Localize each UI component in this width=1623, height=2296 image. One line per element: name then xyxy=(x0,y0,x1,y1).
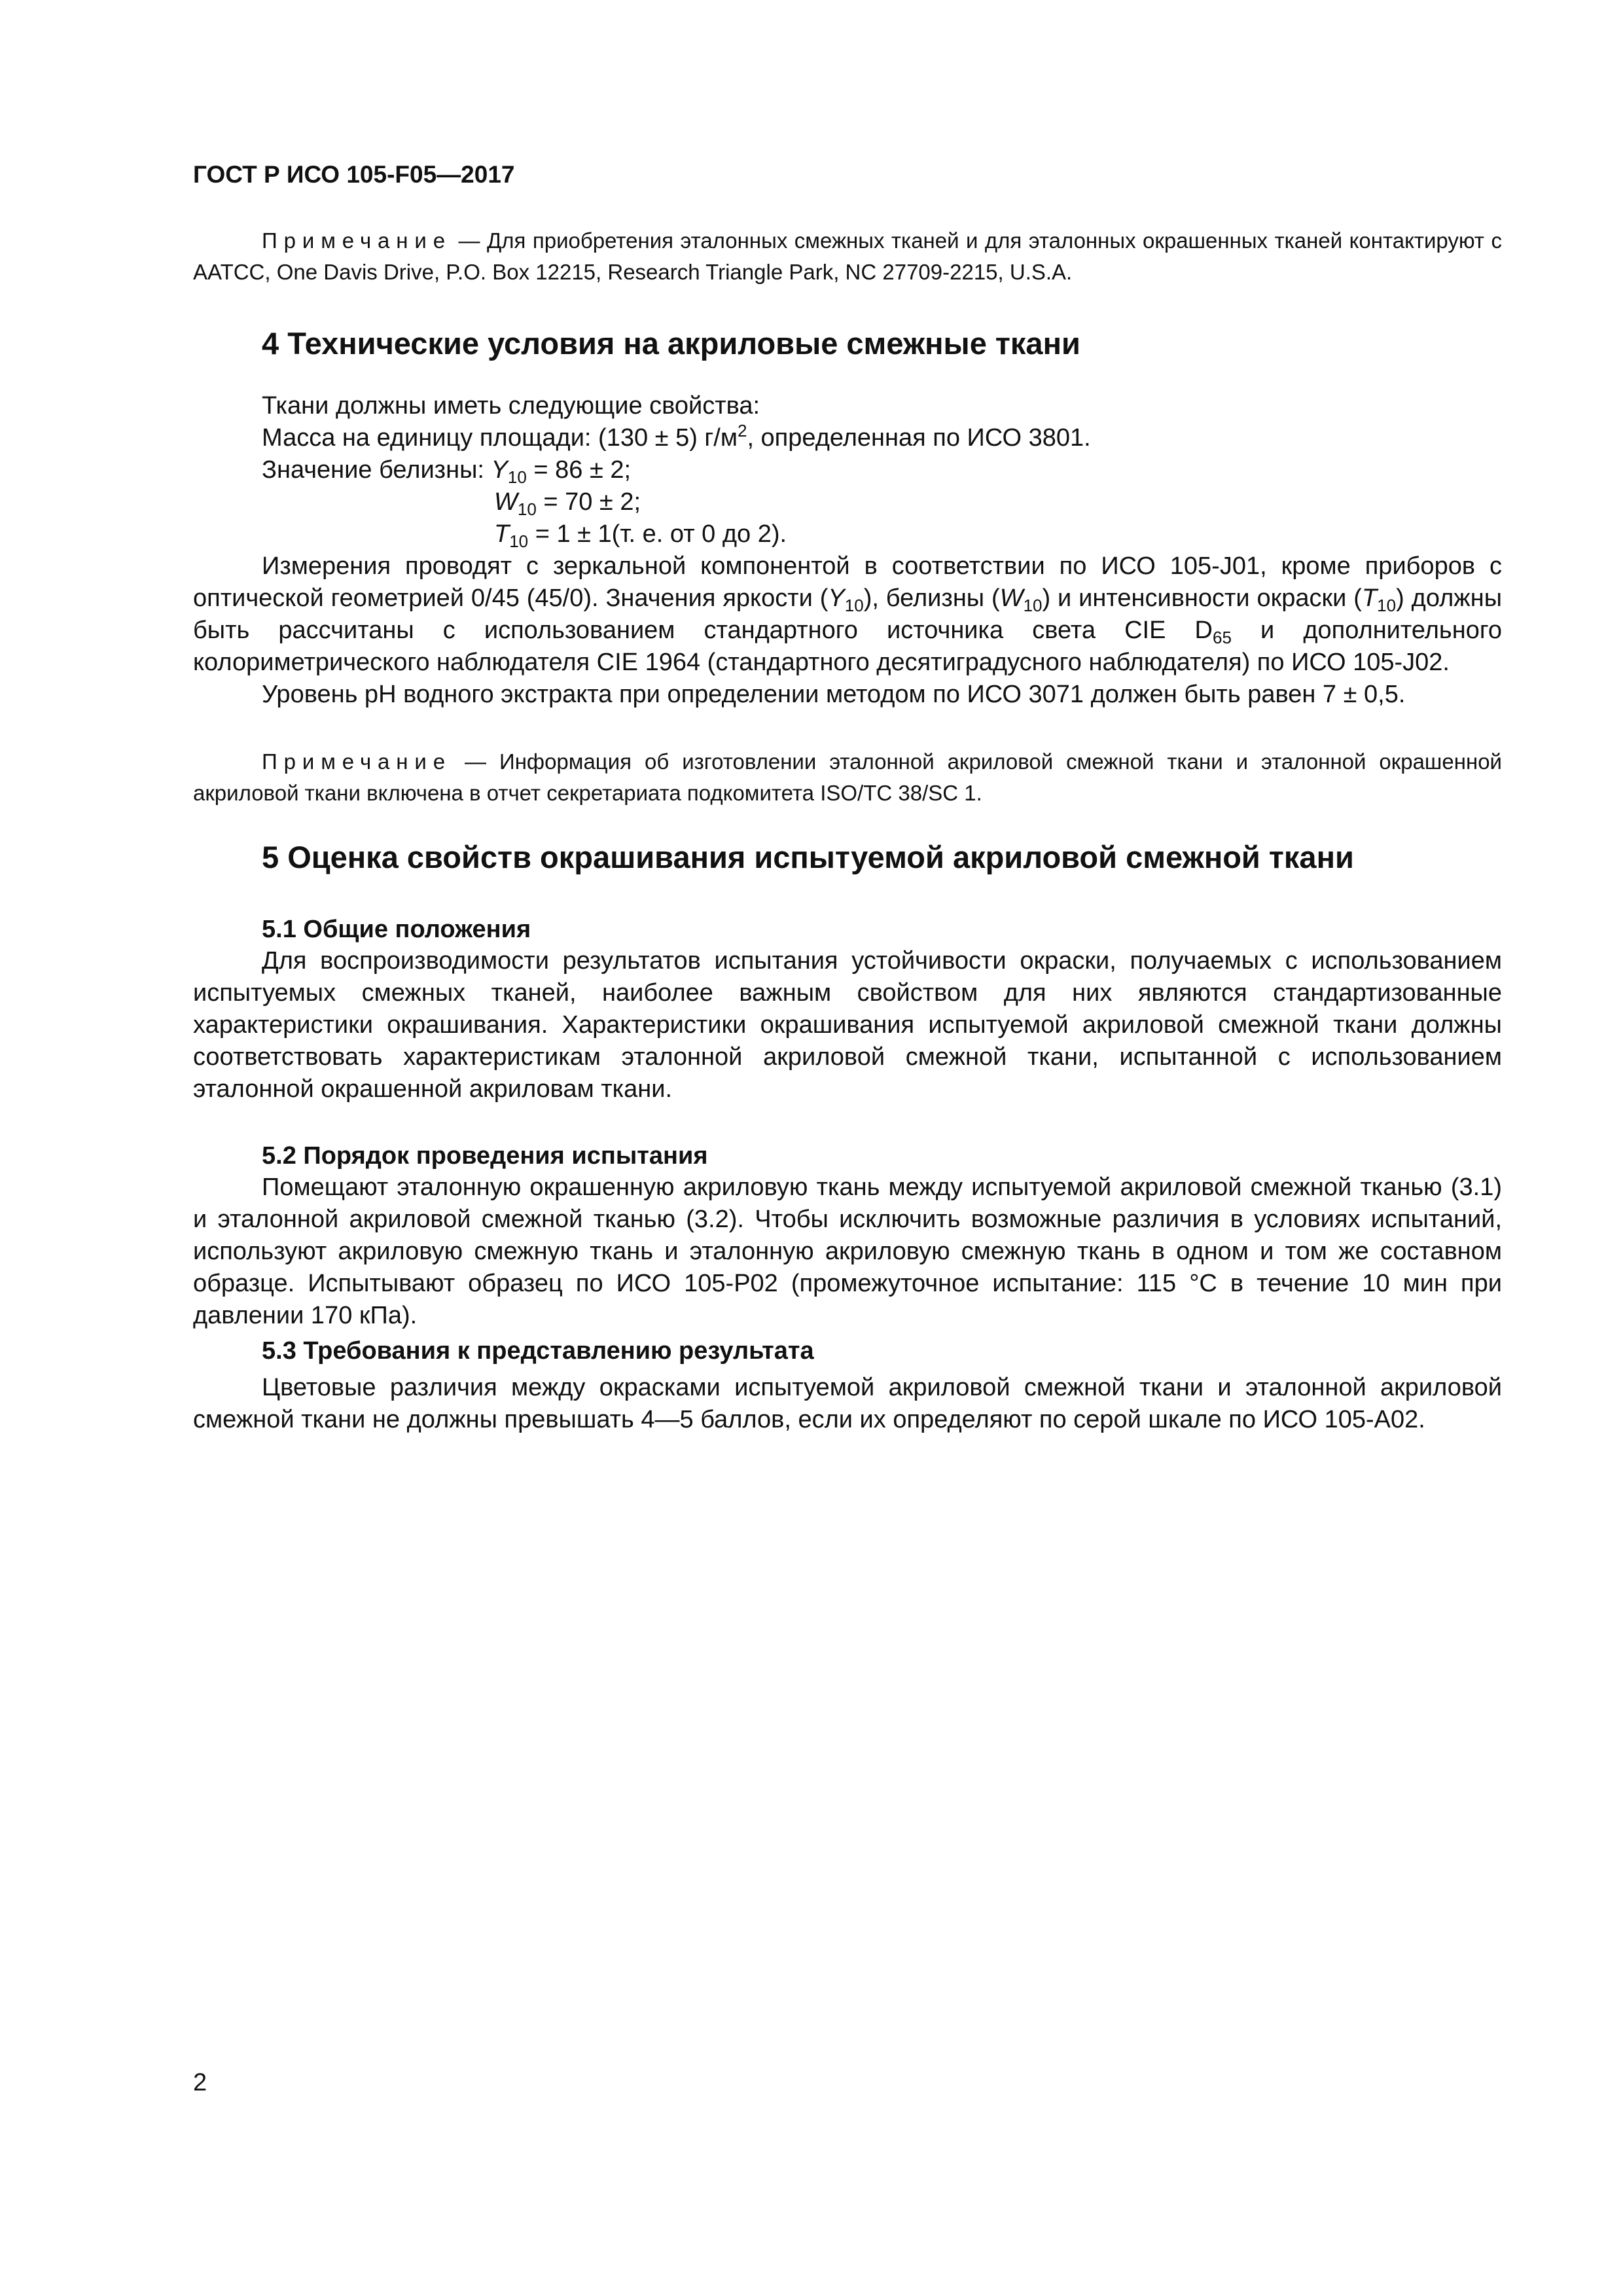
section-5-title: 5 Оценка свойств окрашивания испытуемой акриловой смежной ткани xyxy=(262,840,1354,874)
note-2-label: Примечание xyxy=(262,749,452,774)
subsection-5-3 xyxy=(193,1335,1502,1436)
note-2-text: Примечание — Информация об изготовлении эталонной акриловой смежной ткани и эталонной окрашенной акриловой ткани включена в отчет секретариата подкомитета ISO/TC 38/SC 1. xyxy=(193,749,1502,805)
subsection-5-3-title: 5.3 Требования к представлению результата xyxy=(262,1337,814,1365)
ph-paragraph: Уровень pH водного экстракта при определении методом по ИСО 3071 должен быть равен 7 ± 0,5. xyxy=(262,681,1406,708)
section-5 xyxy=(193,839,1502,876)
subsection-5-1 xyxy=(193,914,1502,1105)
note-1-label: Примечание xyxy=(262,228,452,253)
section-4-title: 4 Технические условия на акриловые смежные ткани xyxy=(262,326,1080,361)
subsection-5-2-title: 5.2 Порядок проведения испытания xyxy=(262,1142,708,1170)
page-number: 2 xyxy=(193,2069,207,2096)
subsection-5-2-text: Помещают эталонную окрашенную акриловую ткань между испытуемой акриловой смежной тканью (3.1) и эталонной акриловой смежной тканью (3.2). Чтобы исключить возможные различия в условиях испытаний, используют акриловую смежную ткань и эталонную акриловую смежную ткань в одном и том же составном образце. Испытывают образец по ИСО 105-Р02 (промежуточное испытание: 115 °C в течение 10 мин при давлении 170 кПа). xyxy=(193,1174,1502,1329)
subsection-5-3-text: Цветовые различия между окрасками испытуемой акриловой смежной ткани и эталонной акриловой смежной ткани не должны превышать 4—5 баллов, если их определяют по серой шкале по ИСО 105-А02. xyxy=(193,1374,1502,1433)
whiteness-w: $W_{10} = 70 \pm 2$; xyxy=(494,488,641,519)
measurement-paragraph: Измерения проводят с зеркальной компонентой в соответствии по ИСО 105-J01, кроме приборов с оптической геометрией 0/45 (45/0). Значения яркости $(Y_{10})$, белизны $(W_{10})$ и интенсивности окраски $(T_{10})$ должны быть рассчитаны с использованием стандартного источника света CIE $D_{65}$ и дополнительного колориметрического наблюдателя CIE 1964 (стандартного десятиградусного наблюдателя) по ИСО 105-J02. xyxy=(193,552,1503,676)
document-header xyxy=(193,160,1502,190)
document-code: ГОСТ Р ИСО 105-F05—2017 xyxy=(193,161,515,188)
mass-per-area: Масса на единицу площади: (130 ± 5) $г/м^2$, определенная по ИСО 3801. xyxy=(262,421,1091,452)
section-4-body xyxy=(193,390,1502,711)
page-footer xyxy=(193,2068,1502,2098)
section-4 xyxy=(193,325,1502,362)
note-2 xyxy=(193,746,1502,809)
subsection-5-1-title: 5.1 Общие положения xyxy=(262,916,531,943)
note-1 xyxy=(193,225,1502,288)
note-1-text: Примечание — Для приобретения эталонных смежных тканей и для эталонных окрашенных тканей контактируют с AATCC, One Davis Drive, P.O. Box 12215, Research Triangle Park, NC 27709-2215, U.S.A. xyxy=(193,228,1503,284)
whiteness-y: Значение белизны: $Y_{10} = 86 \pm 2$; xyxy=(262,456,632,487)
whiteness-t: $T_{10} = 1 \pm 1(т$. е. от 0 до 2). xyxy=(494,520,787,551)
properties-intro: Ткани должны иметь следующие свойства: xyxy=(262,392,760,420)
subsection-5-1-text: Для воспроизводимости результатов испытания устойчивости окраски, получаемых с использованием испытуемых смежных тканей, наиболее важным свойством для них являются стандартизованные характеристики окрашивания. Характеристики окрашивания испытуемой акриловой смежной ткани должны соответствовать характеристикам эталонной акриловой смежной ткани, испытанной с использованием эталонной окрашенной акриловам ткани. xyxy=(193,947,1502,1103)
subsection-5-2 xyxy=(193,1140,1502,1332)
